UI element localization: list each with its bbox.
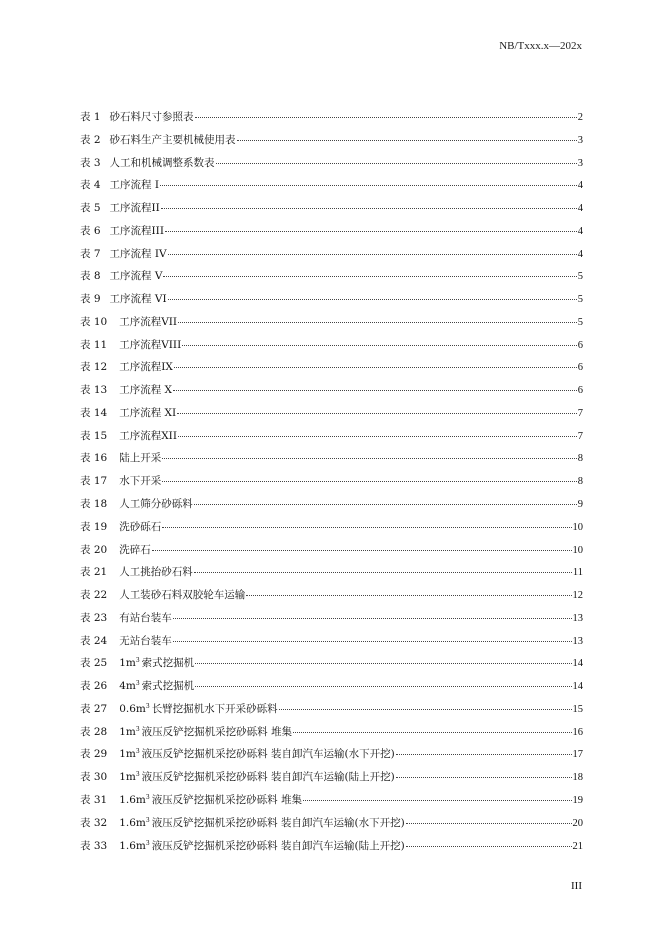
toc-entry-page: 18	[572, 772, 583, 784]
toc-entry-page: 13	[572, 635, 583, 647]
toc-entry-title: 人工和机械调整系数表	[109, 156, 215, 169]
toc-dot-leader	[177, 413, 577, 414]
toc-entry-title: 工序流程III	[109, 224, 164, 237]
toc-entry-title: 工序流程VIII	[119, 338, 182, 351]
toc-dot-leader	[173, 641, 572, 642]
toc-dot-leader	[163, 276, 576, 277]
toc-entry-number: 表 32	[80, 816, 108, 829]
toc-entry-title: 人工挑抬砂石料	[119, 566, 193, 579]
toc-entry[interactable]	[80, 379, 583, 402]
toc-entry-page: 4	[577, 248, 583, 260]
toc-dot-leader	[195, 117, 577, 118]
toc-entry-title	[107, 766, 395, 789]
toc-entry-number: 表 15	[80, 429, 108, 442]
toc-entry-number: 表 24	[80, 634, 108, 647]
toc-entry-title	[107, 698, 277, 721]
toc-dot-leader	[216, 163, 577, 164]
toc-entry[interactable]	[80, 447, 583, 470]
toc-entry-number: 表 19	[80, 520, 108, 533]
toc-dot-leader	[396, 754, 572, 755]
toc-entry-page: 5	[577, 294, 583, 306]
toc-entry-page: 21	[572, 840, 583, 852]
toc-entry-page: 8	[577, 453, 583, 465]
toc-dot-leader	[174, 367, 577, 368]
toc-entry-number: 表 13	[80, 384, 108, 397]
toc-dot-leader	[162, 527, 571, 528]
toc-entry-title-text: 索式挖掘机	[141, 680, 195, 693]
toc-entry-title-text: 液压反铲挖掘机采挖砂砾料 堆集	[151, 793, 303, 806]
toc-dot-leader	[195, 686, 571, 687]
toc-entry-number: 表 30	[80, 771, 108, 784]
toc-entry-title: 人工装砂石料双胶轮车运输	[119, 589, 246, 602]
toc-dot-leader	[165, 231, 577, 232]
toc-entry-page: 7	[577, 430, 583, 442]
toc-dot-leader	[406, 846, 572, 847]
toc-entry-number: 表 18	[80, 498, 108, 511]
toc-entry-page: 14	[572, 681, 583, 693]
page-number: III	[571, 880, 582, 892]
toc-entry[interactable]	[80, 812, 583, 835]
toc-entry-title-prefix: 4m	[119, 680, 136, 693]
toc-entry-number: 表 14	[80, 406, 108, 419]
toc-entry-title-superscript: 3	[145, 839, 150, 847]
toc-entry-page: 3	[577, 157, 583, 169]
toc-entry-title: 工序流程XII	[119, 429, 177, 442]
toc-entry-number: 表 8	[80, 270, 101, 283]
toc-dot-leader	[152, 550, 572, 551]
toc-entry-page: 6	[577, 362, 583, 374]
toc-entry-title-superscript: 3	[135, 771, 140, 779]
toc-entry-title: 工序流程 IV	[109, 247, 167, 260]
toc-entry[interactable]	[80, 311, 583, 334]
toc-entry[interactable]	[80, 835, 583, 858]
toc-entry-title: 工序流程II	[109, 202, 160, 215]
toc-entry-title-prefix: 1.6m	[119, 816, 146, 829]
toc-entry-title-prefix: 1.6m	[119, 793, 146, 806]
toc-entry-number: 表 33	[80, 839, 108, 852]
toc-entry-page: 5	[577, 271, 583, 283]
toc-dot-leader	[178, 436, 577, 437]
toc-entry[interactable]	[80, 721, 583, 744]
toc-dot-leader	[194, 572, 572, 573]
toc-entry[interactable]	[80, 243, 583, 266]
toc-entry-title-text: 液压反铲挖掘机采挖砂砾料 装自卸汽车运输(水下开挖)	[141, 748, 395, 761]
toc-entry-number: 表 7	[80, 247, 101, 260]
toc-entry-title: 无站台装车	[119, 634, 172, 647]
toc-entry[interactable]	[80, 493, 583, 516]
toc-entry[interactable]	[80, 402, 583, 425]
toc-entry-title-text: 液压反铲挖掘机采挖砂砾料 装自卸汽车运输(陆上开挖)	[141, 771, 395, 784]
toc-entry-number: 表 22	[80, 589, 108, 602]
toc-entry[interactable]	[80, 630, 583, 653]
toc-dot-leader	[406, 823, 572, 824]
toc-entry-title	[107, 721, 292, 744]
toc-entry-number: 表 10	[80, 315, 108, 328]
toc-entry-number: 表 1	[80, 111, 101, 123]
toc-entry[interactable]	[80, 106, 583, 129]
toc-entry-number: 表 31	[80, 793, 108, 806]
toc-entry-page: 7	[577, 407, 583, 419]
toc-entry-number: 表 5	[80, 202, 101, 215]
toc-entry-title-prefix: 0.6m	[119, 702, 146, 715]
toc-entry-page: 13	[572, 612, 583, 624]
toc-entry[interactable]	[80, 470, 583, 493]
toc-entry[interactable]	[80, 607, 583, 630]
toc-entry-page: 15	[572, 703, 583, 715]
toc-entry-title-superscript: 3	[145, 702, 150, 710]
toc-entry-title-text: 液压反铲挖掘机采挖砂砾料 装自卸汽车运输(陆上开挖)	[151, 839, 405, 852]
toc-entry-number: 表 6	[80, 224, 101, 237]
toc-entry[interactable]	[80, 129, 583, 152]
toc-entry-title: 有站台装车	[119, 611, 172, 624]
toc-entry[interactable]	[80, 152, 583, 175]
toc-entry[interactable]	[80, 356, 583, 379]
toc-dot-leader	[168, 254, 577, 255]
toc-entry-title-superscript: 3	[135, 725, 140, 733]
toc-entry-number: 表 9	[80, 293, 101, 306]
toc-entry-number: 表 17	[80, 475, 108, 488]
toc-entry[interactable]	[80, 766, 583, 789]
toc-entry-title-superscript: 3	[135, 680, 140, 688]
toc-entry-page: 10	[572, 544, 583, 556]
toc-entry-number: 表 26	[80, 680, 108, 693]
toc-entry-number: 表 21	[80, 566, 108, 579]
toc-dot-leader	[162, 481, 577, 482]
toc-entry-number: 表 16	[80, 452, 108, 465]
toc-entry-title: 人工筛分砂砾料	[119, 498, 193, 511]
toc-entry-page: 4	[577, 225, 583, 237]
toc-entry-number: 表 29	[80, 748, 108, 761]
toc-entry[interactable]	[80, 516, 583, 539]
toc-entry-page: 10	[572, 521, 583, 533]
toc-entry-title: 洗碎石	[119, 543, 151, 556]
toc-dot-leader	[237, 140, 577, 141]
toc-entry-title-superscript: 3	[135, 748, 140, 756]
toc-entry-page: 16	[572, 726, 583, 738]
toc-entry-page: 12	[572, 590, 583, 602]
toc-entry-title-prefix: 1m	[119, 725, 136, 738]
toc-entry-title: 水下开采	[119, 475, 162, 488]
toc-entry-title	[107, 789, 302, 812]
toc-entry-title-text: 长臂挖掘机水下开采砂砾料	[151, 702, 278, 715]
toc-entry-page: 2	[577, 112, 583, 123]
toc-entry-number: 表 12	[80, 361, 108, 374]
toc-entry-title: 砂石料生产主要机械使用表	[109, 133, 236, 146]
table-of-contents	[80, 106, 583, 857]
toc-entry-number: 表 4	[80, 179, 101, 192]
toc-entry-page: 17	[572, 749, 583, 761]
toc-dot-leader	[279, 709, 572, 710]
toc-dot-leader	[246, 595, 571, 596]
toc-entry[interactable]	[80, 675, 583, 698]
toc-entry-number: 表 3	[80, 156, 101, 169]
toc-entry-title-prefix: 1.6m	[119, 839, 146, 852]
toc-dot-leader	[173, 618, 572, 619]
toc-entry-title-text: 液压反铲挖掘机采挖砂砾料 装自卸汽车运输(水下开挖)	[151, 816, 405, 829]
toc-entry-page: 20	[572, 817, 583, 829]
toc-entry[interactable]	[80, 174, 583, 197]
toc-entry-title	[107, 835, 405, 858]
toc-entry-title-prefix: 1m	[119, 657, 136, 670]
toc-entry-number: 表 28	[80, 725, 108, 738]
toc-entry[interactable]	[80, 743, 583, 766]
toc-entry[interactable]	[80, 197, 583, 220]
toc-entry-number: 表 11	[80, 338, 108, 351]
toc-entry[interactable]	[80, 584, 583, 607]
toc-dot-leader	[396, 777, 572, 778]
toc-entry-title: 工序流程 I	[109, 179, 160, 192]
toc-entry[interactable]	[80, 789, 583, 812]
toc-entry-title-text: 液压反铲挖掘机采挖砂砾料 堆集	[141, 725, 293, 738]
toc-entry-title	[107, 743, 395, 766]
toc-entry-page: 19	[572, 794, 583, 806]
toc-dot-leader	[178, 322, 577, 323]
toc-entry-page: 8	[577, 476, 583, 488]
toc-entry-title: 工序流程 X	[119, 384, 173, 397]
toc-entry-title	[107, 675, 194, 698]
toc-entry[interactable]	[80, 561, 583, 584]
toc-entry-title: 工序流程VII	[119, 315, 178, 328]
toc-entry[interactable]	[80, 698, 583, 721]
toc-entry-page: 14	[572, 658, 583, 670]
toc-entry[interactable]	[80, 539, 583, 562]
toc-entry-title-text: 索式挖掘机	[141, 657, 195, 670]
toc-entry[interactable]	[80, 220, 583, 243]
toc-entry-number: 表 23	[80, 611, 108, 624]
toc-entry-number: 表 20	[80, 543, 108, 556]
toc-entry-title: 工序流程 V	[109, 270, 163, 283]
toc-entry-title-superscript: 3	[145, 816, 150, 824]
toc-entry-title: 工序流程 VI	[109, 293, 167, 306]
toc-entry-title	[107, 652, 194, 675]
toc-entry-number: 表 2	[80, 133, 101, 146]
toc-entry-title-prefix: 1m	[119, 748, 136, 761]
toc-dot-leader	[194, 504, 577, 505]
toc-dot-leader	[195, 663, 571, 664]
toc-entry-title	[107, 812, 405, 835]
toc-entry-title-prefix: 1m	[119, 771, 136, 784]
toc-entry-title: 陆上开采	[119, 452, 162, 465]
toc-dot-leader	[161, 208, 577, 209]
document-code: NB/Txxx.x—202x	[499, 40, 582, 52]
toc-entry-page: 4	[577, 203, 583, 215]
toc-dot-leader	[168, 299, 577, 300]
toc-entry[interactable]	[80, 652, 583, 675]
toc-entry-page: 3	[577, 134, 583, 146]
toc-entry-page: 9	[577, 499, 583, 511]
toc-dot-leader	[173, 390, 577, 391]
toc-entry[interactable]	[80, 265, 583, 288]
toc-entry-page: 4	[577, 180, 583, 192]
toc-entry-title: 洗砂砾石	[119, 520, 162, 533]
toc-entry-title-superscript: 3	[135, 657, 140, 665]
toc-entry-number: 表 27	[80, 702, 108, 715]
toc-entry-page: 6	[577, 339, 583, 351]
toc-entry-page: 11	[572, 567, 583, 579]
toc-dot-leader	[160, 185, 577, 186]
toc-entry-title: 工序流程IX	[119, 361, 173, 374]
toc-entry-page: 5	[577, 316, 583, 328]
toc-dot-leader	[162, 458, 577, 459]
toc-entry-page: 6	[577, 385, 583, 397]
toc-dot-leader	[293, 732, 571, 733]
toc-entry[interactable]	[80, 334, 583, 357]
toc-entry[interactable]	[80, 288, 583, 311]
toc-entry-title: 砂石料尺寸参照表	[109, 111, 194, 123]
toc-dot-leader	[182, 345, 577, 346]
toc-entry-title: 工序流程 XI	[119, 406, 177, 419]
toc-entry-title-superscript: 3	[145, 793, 150, 801]
toc-entry-number: 表 25	[80, 657, 108, 670]
toc-entry[interactable]	[80, 425, 583, 448]
toc-dot-leader	[303, 800, 571, 801]
